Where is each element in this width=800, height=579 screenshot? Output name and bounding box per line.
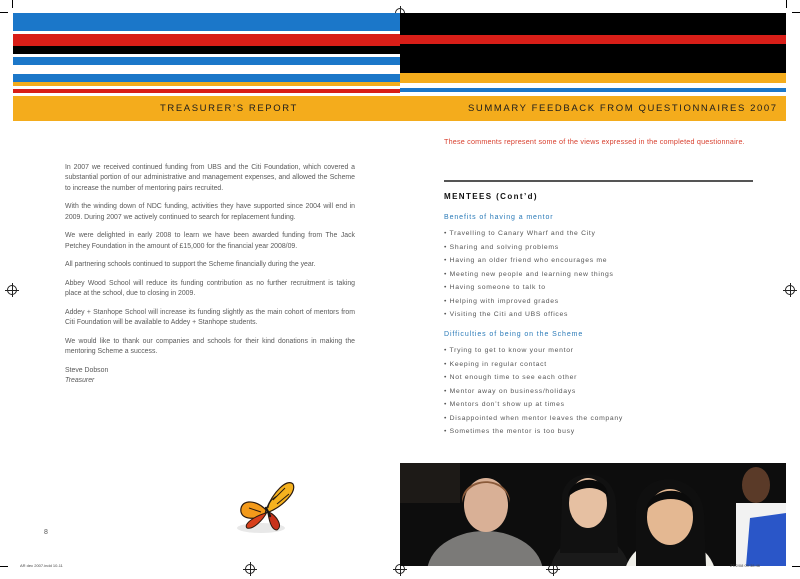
signature-role: Treasurer bbox=[65, 377, 95, 385]
list-item: • Not enough time to see each other bbox=[444, 374, 578, 381]
report-paragraph: We would like to thank our companies and schools for their kind donations in making the mentoring Scheme a success. bbox=[65, 338, 355, 356]
list-item: • Having someone to talk to bbox=[444, 284, 546, 291]
crop-mark bbox=[792, 566, 800, 567]
list-item: • Trying to get to know your mentor bbox=[444, 347, 574, 354]
crop-mark bbox=[12, 0, 13, 8]
registration-mark-left bbox=[7, 285, 17, 295]
list-item: • Disappointed when mentor leaves the company bbox=[444, 414, 623, 422]
list-item: • Mentor away on business/holidays bbox=[444, 387, 576, 395]
treasurers-report-title: TREASURER’S REPORT bbox=[160, 103, 298, 114]
benefits-list bbox=[444, 230, 614, 325]
list-item: • Travelling to Canary Wharf and the City bbox=[444, 230, 596, 237]
report-paragraph: In 2007 we received continued funding from UBS and the Citi Foundation, which covered a substantial portion of our administrative and management expenses, and allowed the Scheme to increase the number of mentoring pairs recruited. bbox=[65, 164, 355, 192]
mentees-photo bbox=[400, 463, 786, 566]
questionnaire-intro: These comments represent some of the views expressed in the completed questionnaire. bbox=[444, 137, 745, 146]
mentees-section-title: MENTEES (Cont’d) bbox=[444, 192, 538, 201]
list-item: • Keeping in regular contact bbox=[444, 360, 547, 368]
crop-mark bbox=[0, 566, 8, 567]
page-number: 8 bbox=[44, 529, 48, 536]
signature-name: Steve Dobson bbox=[65, 367, 109, 374]
report-paragraph: With the winding down of NDC funding, activities they have supported since 2004 will end in 2009. During 2007 we actively continued to search for replacement funding. bbox=[65, 203, 355, 221]
list-item: • Having an older friend who encourages me bbox=[444, 257, 608, 264]
crop-mark bbox=[786, 0, 787, 8]
report-paragraph: Addey + Stanhope School will increase its funding slightly as the main cohort of mentors from Citi Foundation will be available to Addey + Stanhope students. bbox=[65, 309, 355, 327]
registration-mark-bottom-left bbox=[245, 564, 255, 574]
report-paragraph: Abbey Wood School will reduce its funding contribution as no further recruitment is taking place at the school, due to closing in 2009. bbox=[65, 280, 355, 298]
list-item: • Meeting new people and learning new things bbox=[444, 270, 614, 278]
difficulties-list bbox=[444, 347, 623, 442]
benefits-subheading: Benefits of having a mentor bbox=[444, 214, 554, 221]
difficulties-subheading: Difficulties of being on the Scheme bbox=[444, 331, 584, 338]
crop-mark bbox=[792, 12, 800, 13]
butterfly-illustration bbox=[233, 470, 303, 540]
list-item: • Sometimes the mentor is too busy bbox=[444, 428, 575, 435]
treasurers-report-body bbox=[65, 163, 355, 387]
report-paragraph: All partnering schools continued to support the Scheme financially during the year. bbox=[65, 261, 316, 269]
file-slug-right: 27/2/08 09:38:46 bbox=[730, 563, 761, 568]
report-paragraph: We were delighted in early 2008 to learn we have been awarded funding from The Jack Petchey Foundation in the amount of £15,000 for the financial year 2008/09. bbox=[65, 232, 355, 250]
section-rule bbox=[444, 180, 753, 182]
list-item: • Mentors don’t show up at times bbox=[444, 401, 565, 408]
list-item: • Helping with improved grades bbox=[444, 297, 559, 305]
signature-block bbox=[65, 366, 355, 387]
list-item: • Sharing and solving problems bbox=[444, 243, 559, 251]
summary-feedback-title: SUMMARY FEEDBACK FROM QUESTIONNAIRES 2007 bbox=[468, 103, 778, 114]
list-item: • Visiting the Citi and UBS offices bbox=[444, 311, 569, 318]
crop-mark bbox=[0, 12, 8, 13]
registration-mark-right bbox=[785, 285, 795, 295]
file-slug-left: AR dec 2007.indd 10-11 bbox=[20, 563, 63, 568]
